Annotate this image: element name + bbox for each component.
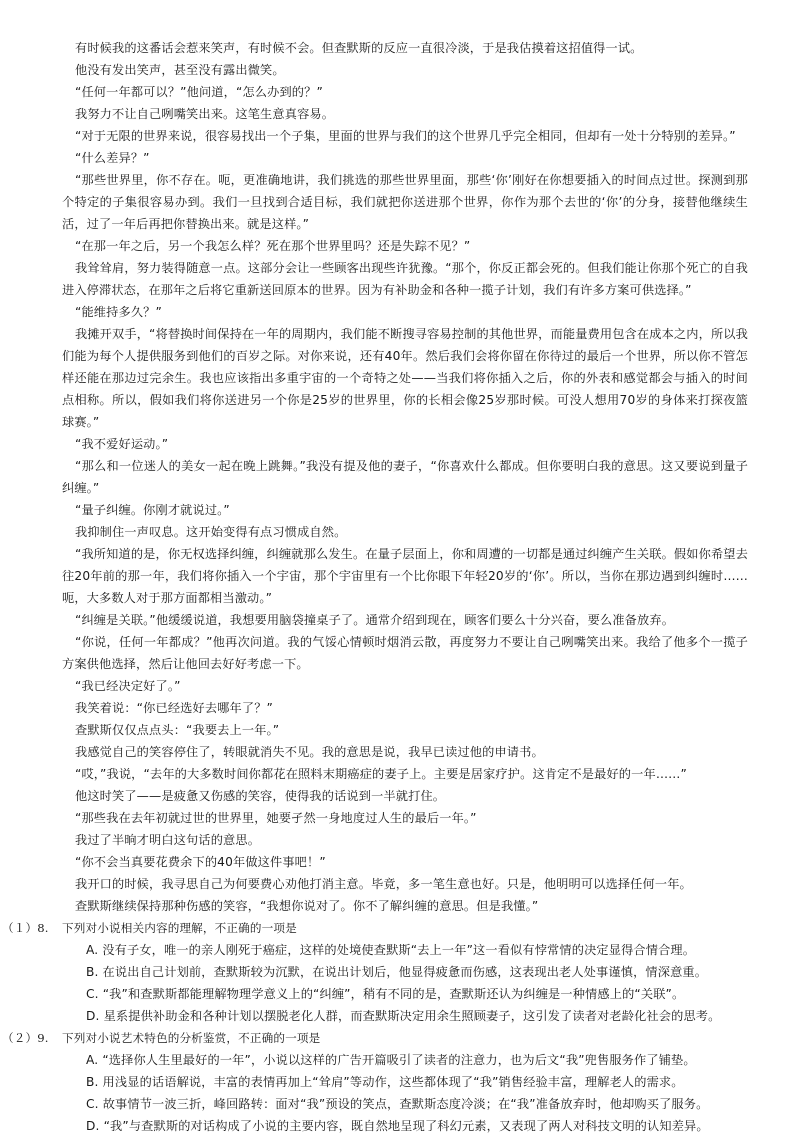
story-paragraph: 我抑制住一声叹息。这开始变得有点习惯成自然。	[75, 525, 347, 539]
story-paragraph: 有时候我的这番话会惹来笑声，有时候不会。但查默斯的反应一直很冷淡，于是我估摸着这招值得一试。	[75, 41, 643, 55]
story-paragraph: 我开口的时候，我寻思自己为何要费心劝他打消主意。毕竟，多一笔生意也好。只是，他明明可以选择任何一年。	[75, 877, 692, 891]
story-paragraph: “那么和一位迷人的美女一起在晚上跳舞。”我没有提及他的妻子，“你喜欢什么都成。但你要明白我的意思。这又要说到量子纠缠。”	[62, 459, 748, 495]
story-body	[62, 37, 748, 917]
story-paragraph: “在那一年之后，另一个我怎么样？死在那个世界里吗？还是失踪不见？”	[75, 239, 471, 253]
story-paragraph: 我过了半晌才明白这句话的意思。	[75, 833, 261, 847]
option-c: C. “我”和查默斯都能理解物理学意义上的“纠缠”，稍有不同的是，查默斯还认为纠缠是一种情感上的“关联”。	[86, 987, 685, 1001]
story-paragraph: “什么差异？”	[75, 151, 150, 165]
option-d: D. 星系提供补助金和各种计划以摆脱老化人群，而查默斯决定用余生照顾妻子，这引发了读者对老龄化社会的思考。	[86, 1009, 721, 1023]
story-paragraph: 查默斯继续保持那种伤感的笑容，“我想你说对了。你不了解纠缠的意思。但是我懂。”	[75, 899, 539, 913]
story-paragraph: 他没有发出笑声，甚至没有露出微笑。	[75, 63, 285, 77]
story-paragraph: “量子纠缠。你刚才就说过。”	[75, 503, 230, 517]
story-paragraph: “那些世界里，你不存在。呃，更准确地讲，我们挑选的那些世界里面，那些‘你’刚好在你想要插入的时间点过世。探测到那个特定的子集很容易办到。我们一旦找到合适目标，我们就把你送进那个世界，你作为那个去世的‘你’的分身，接替他继续生活，过了一年后再把你替换出来。就是这样。”	[62, 173, 748, 231]
question-number: （１）8.	[2, 921, 49, 935]
story-paragraph: “我不爱好运动。”	[75, 437, 169, 451]
story-paragraph: “纠缠是关联。”他缓缓说道，我想要用脑袋撞桌子了。通常介绍到现在，顾客们要么十分兴奋，要么准备放弃。	[75, 613, 675, 627]
option-b: B. 用浅显的话语解说，丰富的表情再加上“耸肩”等动作，这些都体现了“我”销售经验丰富，理解老人的需求。	[86, 1075, 684, 1089]
question-9	[2, 1027, 748, 1137]
question-stem-text: 下列对小说艺术特色的分析鉴赏，不正确的一项是	[62, 1031, 321, 1045]
story-paragraph: “能维持多久？”	[75, 305, 162, 319]
story-paragraph: 他这时笑了——是疲惫又伤感的笑容，使得我的话说到一半就打住。	[75, 789, 446, 803]
option-d: D. “我”与查默斯的对话构成了小说的主要内容，既自然地呈现了科幻元素，又表现了两人对科技文明的认知差异。	[86, 1119, 709, 1133]
story-paragraph: 我耸耸肩，努力装得随意一点。这部分会让一些顾客出现些许犹豫。“那个，你反正都会死的。但我们能让你那个死亡的自我进入停滞状态，在那年之后将它重新送回原本的世界。因为有补助金和各种一揽子计划，我们有许多方案可供选择。”	[62, 261, 748, 297]
question-number: （２）9.	[2, 1031, 49, 1045]
story-paragraph: 我摊开双手，“将替换时间保持在一年的周期内，我们能不断搜寻容易控制的其他世界，而能量费用包含在成本之内，所以我们能为每个人提供服务到他们的百岁之际。对你来说，还有40年。然后我们会将你留在你待过的最后一个世界，所以你不管怎样还能在那边过完余生。我也应该指出多重宇宙的一个奇特之处——当我们将你插入之后，你的外表和感觉都会与插入的时间点相称。所以，假如我们将你送进另一个你是25岁的世界里，你的长相会像25岁那时候。可没人想用70岁的身体来打探夜篮球赛。”	[62, 327, 748, 429]
story-paragraph: “你说，任何一年都成？”他再次问道。我的气馁心情顿时烟消云散，再度努力不要让自己咧嘴笑出来。我给了他多个一揽子方案供他选择，然后让他回去好好考虑一下。	[62, 635, 748, 671]
story-paragraph: “我所知道的是，你无权选择纠缠，纠缠就那么发生。在量子层面上，你和周遭的一切都是通过纠缠产生关联。假如你希望去往20年前的那一年，我们将你插入一个宇宙，那个宇宙里有一个比你眼下年轻20岁的‘你’。所以，当你在那边遇到纠缠时……呃，大多数人对于那方面都相当激动。”	[62, 547, 748, 605]
question-stem	[2, 1027, 748, 1049]
story-paragraph: 我感觉自己的笑容停住了，转眼就消失不见。我的意思是说，我早已读过他的申请书。	[75, 745, 544, 759]
story-paragraph: 查默斯仅仅点点头：“我要去上一年。”	[75, 723, 280, 737]
story-paragraph: 我笑着说：“你已经选好去哪年了？”	[75, 701, 273, 715]
story-paragraph: “我已经决定好了。”	[75, 679, 181, 693]
question-8	[2, 917, 748, 1027]
story-paragraph: “你不会当真要花费余下的40年做这件事吧！”	[75, 855, 326, 869]
story-paragraph: “哎，”我说，“去年的大多数时间你都花在照料末期癌症的妻子上。主要是居家疗护。这肯定不是最好的一年……”	[75, 767, 687, 781]
question-stem	[2, 917, 748, 939]
option-a: A. 没有子女，唯一的亲人刚死于癌症，这样的处境使查默斯“去上一年”这一看似有悖常情的决定显得合情合理。	[86, 943, 696, 957]
question-stem-text: 下列对小说相关内容的理解，不正确的一项是	[62, 921, 297, 935]
story-paragraph: “那些我在去年初就过世的世界里，她要孑然一身地度过人生的最后一年。”	[75, 811, 477, 825]
story-paragraph: “任何一年都可以？”他问道，“怎么办到的？”	[75, 85, 323, 99]
story-paragraph: “对于无限的世界来说，很容易找出一个子集，里面的世界与我们的这个世界几乎完全相同，但却有一处十分特别的差异。”	[75, 129, 736, 143]
option-c: C. 故事情节一波三折，峰回路转：面对“我”预设的笑点，查默斯态度冷淡；在“我”准备放弃时，他却购买了服务。	[86, 1097, 709, 1111]
story-paragraph: 我努力不让自己咧嘴笑出来。这笔生意真容易。	[75, 107, 335, 121]
option-b: B. 在说出自己计划前，查默斯较为沉默，在说出计划后，他显得疲惫而伤感，这表现出老人处事谨慎，情深意重。	[86, 965, 708, 979]
option-a: A. “选择你人生里最好的一年”，小说以这样的广告开篇吸引了读者的注意力，也为后文“我”兜售服务作了铺垫。	[86, 1053, 696, 1067]
